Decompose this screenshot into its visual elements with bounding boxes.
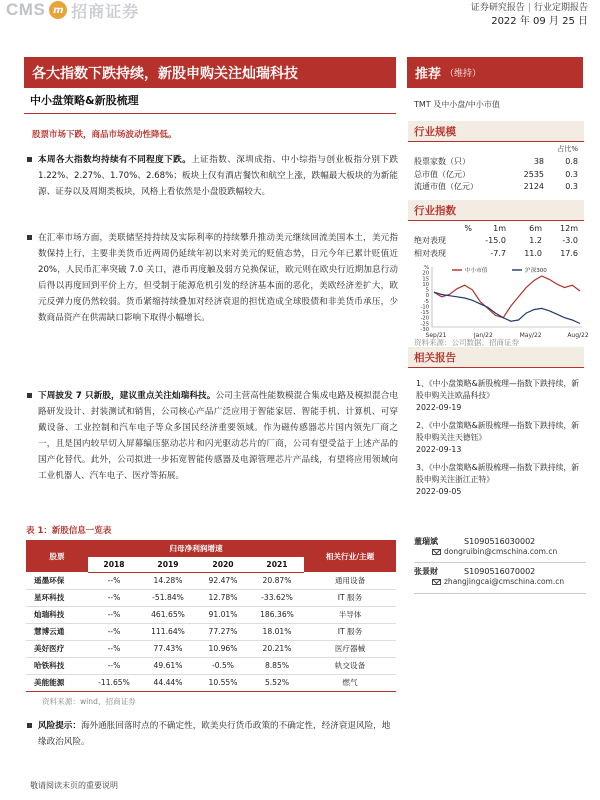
report-date: 2022 年 09 月 25 日: [491, 16, 588, 27]
scale-label: 股票家数（只）: [414, 157, 470, 167]
legend-label: 中小市值: [465, 268, 488, 274]
y-tick-label: %: [424, 265, 429, 271]
index-value: -3.0: [562, 236, 578, 246]
col-industry: 相关行业/主题: [304, 540, 396, 572]
mail-icon: [432, 549, 441, 555]
table-title: 表 1：新股信息一览表: [26, 526, 112, 536]
industry-cell: 轨交设备: [304, 657, 396, 674]
related-report-title: 2、《中小盘策略&新股梳理—指数下跌持续，新股申购关注天德钰》: [416, 421, 580, 442]
growth-cell: 77.43%: [140, 640, 196, 657]
related-report-title: 1、《中小盘策略&新股梳理—指数下跌持续，新股申购关注欧晶科技》: [416, 379, 580, 400]
industry-cell: IT 服务: [304, 589, 396, 606]
stock-name: 美好医疗: [26, 640, 88, 657]
paragraph-1-text: 上证指数、深圳成指、中小综指与创业板指分别下跌 1.22%、2.27%、1.70%、2.68%；板块上仅有酒店餐饮和航空上涨，跌幅最大板块的为新能源、证券以及周期类板块，风格上看依然是小盘股跌幅较大。: [38, 155, 398, 197]
sector-label: TMT 及中小盘/中小市值: [414, 100, 500, 109]
analyst-email[interactable]: dongruibin@cmschina.com.cn: [444, 547, 558, 556]
index-col-header: 12m: [560, 223, 578, 233]
table-source: 资料来源：wind、招商证券: [42, 697, 136, 706]
table-row: [26, 623, 396, 640]
table-row: [414, 181, 578, 194]
growth-cell: -0.5%: [196, 657, 250, 674]
scale-value: 2535: [523, 169, 544, 179]
stock-name: 美能能源: [26, 674, 88, 691]
x-tick-label: Aug/22: [567, 332, 588, 339]
industry-index-table: [414, 222, 578, 260]
scale-share: 0.3: [565, 182, 578, 192]
footer-note: 敬请阅读末页的重要说明: [30, 781, 118, 790]
scale-share: 0.3: [565, 169, 578, 179]
growth-cell: 10.55%: [196, 674, 250, 691]
stock-name: 慧博云通: [26, 623, 88, 640]
table-row: [26, 657, 396, 674]
section-divider: [408, 367, 584, 368]
scale-label: 流通市值（亿元）: [414, 182, 478, 192]
related-report-date: 2022-09-19: [416, 403, 462, 412]
chart-source: 资料来源：公司数据、招商证券: [414, 338, 519, 347]
analyst-name: 董瑞斌: [414, 537, 438, 546]
ipo-table: [26, 540, 396, 692]
series-line-csi300: [434, 292, 580, 323]
page-title: 各大指数下跌持续，新股申购关注灿瑞科技: [24, 57, 396, 88]
paragraph-3-lead: 下周披发 7 只新股，建议重点关注灿瑞科技。: [38, 391, 216, 401]
legend-label: 沪深300: [525, 268, 547, 274]
index-value: -7.7: [490, 248, 506, 258]
col-year: 2020: [196, 557, 250, 572]
related-report-title: 3、《中小盘策略&新股梳理—指数下跌持续，新股申购关注浙江正特》: [416, 463, 580, 484]
col-year: 2021: [250, 557, 304, 572]
share-header: 占比%: [557, 145, 578, 154]
scale-share: 0.8: [565, 157, 578, 167]
analyst-divider: [414, 562, 586, 563]
growth-cell: 92.47%: [196, 572, 250, 589]
paragraph-1-lead: 本周各大指数均持续有不同程度下跌。: [38, 155, 192, 165]
cms-logo: [6, 0, 139, 20]
table-row: [414, 235, 578, 248]
industry-cell: 半导体: [304, 606, 396, 623]
y-tick-label: -15: [420, 310, 429, 317]
y-tick-label: 20: [422, 270, 429, 277]
y-tick-label: 0: [425, 293, 429, 300]
stock-name: 星环科技: [26, 589, 88, 606]
table-row: [26, 640, 396, 657]
paragraph-3-text: 公司主营高性能数模混合集成电路及模拟混合电路研发设计、封装测试和销售，公司核心产品广泛应用于智能家居、智能手机、计算机、可穿戴设备、工业控制和汽车电子等众多国民经济重要领域。作为磁传感器芯片国内领先厂商之一，且是国内较早切入屏幕编压驱动芯片和闪光驱动芯片的厂商，公司有望受益于上述产品的国产化替代。此外，公司拟进一步拓宽智能传感器及电源管理芯片产品线，有望将应用领域向工业机器人、汽车电子、医疗等拓展。: [38, 391, 398, 481]
y-tick-label: -25: [420, 321, 429, 328]
index-chart: [410, 263, 588, 339]
logo-cn: 招商证券: [71, 1, 140, 21]
growth-cell: 18.01%: [250, 623, 304, 640]
growth-cell: 8.85%: [250, 657, 304, 674]
scale-value: 2124: [523, 182, 544, 192]
growth-cell: 186.36%: [250, 606, 304, 623]
scale-label: 总市值（亿元）: [414, 169, 470, 179]
analyst-name: 张景财: [414, 567, 438, 576]
industry-cell: IT 服务: [304, 623, 396, 640]
table-row: [26, 674, 396, 691]
report-type: 证券研究报告 | 行业定期报告: [470, 3, 588, 13]
related-report-date: 2022-09-13: [416, 445, 462, 454]
recommendation-bar: [407, 57, 583, 88]
growth-cell: -11.65%: [88, 674, 140, 691]
x-tick-label: Jan/22: [473, 332, 493, 339]
index-col-header: 6m: [529, 223, 542, 233]
section-divider: [408, 220, 584, 221]
index-label: 绝对表现: [414, 236, 446, 246]
report-series: 证券研究报告: [470, 3, 525, 13]
paragraph-1: [38, 152, 398, 200]
stock-name: 灿瑞科技: [26, 606, 88, 623]
growth-cell: -51.84%: [140, 589, 196, 606]
growth-cell: --%: [88, 606, 140, 623]
related-report-date: 2022-09-05: [416, 487, 462, 496]
analyst-email[interactable]: zhangjingcai@cmschina.com.cn: [444, 577, 565, 586]
recommendation-sub: （维持）: [445, 69, 482, 79]
related-report-3[interactable]: [416, 462, 586, 498]
col-stock: 股票: [26, 540, 88, 572]
logo-en: CMS: [6, 0, 46, 19]
related-report-2[interactable]: [416, 420, 586, 456]
industry-cell: 燃气: [304, 674, 396, 691]
col-year: 2018: [88, 557, 140, 572]
growth-cell: 91.01%: [196, 606, 250, 623]
growth-cell: 111.64%: [140, 623, 196, 640]
growth-cell: --%: [88, 657, 140, 674]
index-col-header: 1m: [493, 223, 506, 233]
growth-cell: 49.61%: [140, 657, 196, 674]
index-value: 11.0: [524, 248, 542, 258]
growth-cell: --%: [88, 589, 140, 606]
index-value: 17.6: [560, 248, 578, 258]
industry-cell: 通用设备: [304, 572, 396, 589]
growth-cell: 12.78%: [196, 589, 250, 606]
page-subtitle: 中小盘策略&新股梳理: [30, 94, 139, 107]
growth-cell: 20.87%: [250, 572, 304, 589]
tagline: 股票市场下跌，商品市场波动性降低。: [32, 130, 177, 140]
growth-cell: --%: [88, 640, 140, 657]
growth-cell: 461.65%: [140, 606, 196, 623]
index-value: -15.0: [485, 236, 506, 246]
y-tick-label: 10: [422, 281, 429, 288]
table-row: [26, 606, 396, 623]
y-tick-label: -30: [420, 327, 429, 333]
analyst-1: [414, 536, 590, 556]
table-row: [26, 589, 396, 606]
growth-cell: -33.62%: [250, 589, 304, 606]
industry-cell: 医疗器械: [304, 640, 396, 657]
growth-cell: --%: [88, 572, 140, 589]
paragraph-2: [38, 230, 398, 326]
scale-value: 38: [533, 157, 544, 167]
col-year: 2019: [140, 557, 196, 572]
x-tick-label: Sep/21: [425, 332, 447, 339]
industry-scale-table: [414, 143, 578, 193]
risk-warning: [38, 718, 396, 750]
report-kind: 行业定期报告: [533, 3, 588, 13]
recommendation-label: 推荐: [415, 67, 442, 82]
analyst-id: S1090516070002: [464, 567, 536, 576]
y-tick-label: -5: [423, 298, 429, 305]
index-label: 相对表现: [414, 248, 446, 258]
index-value: 1.2: [529, 236, 542, 246]
table-row: [414, 168, 578, 181]
table-row: [26, 572, 396, 589]
paragraph-2-text: 在汇率市场方面，美联储坚持持续及实际利率的持续攀升推动美元继续回流美国本土，美元指数保持上行，主要非美货币近两周仍延续年初以来对美元的贬值态势，日元今年已累计贬值近 20%，人民币汇率突破 7.0 关口，港币再度触及弱方兑换保证，欧元则在欧央行近期加息行动后得以再度回到平价上方，但受制于能源危机引发的经济基本面的恶化，美欧经济差扩大，欧元反弹力度仍然较弱。货币紧缩持续叠加对经济衰退的担忧造成全球股债和非美货币承压，少数商品资产在供需缺口影响下取得小幅增长。: [38, 233, 398, 323]
y-tick-label: -10: [420, 304, 429, 311]
table-row: [414, 247, 578, 260]
stock-name: 遥墨环保: [26, 572, 88, 589]
table-row: [414, 222, 578, 235]
section-industry-index: 行业指数: [408, 200, 584, 220]
risk-text: 海外通胀回落时点的不确定性，欧美央行货币政策的不确定性，经济衰退风险，地缘政治风险。: [38, 721, 391, 747]
analyst-id: S1090516030002: [464, 537, 536, 546]
growth-cell: 20.21%: [250, 640, 304, 657]
logo-badge-icon: m: [49, 1, 67, 19]
y-tick-label: 15: [422, 276, 429, 283]
stock-name: 哈铁科技: [26, 657, 88, 674]
risk-lead: 风险提示：: [38, 721, 81, 731]
analyst-2: [414, 566, 590, 586]
paragraph-3: [38, 388, 398, 484]
growth-cell: 77.27%: [196, 623, 250, 640]
mail-icon: [432, 579, 441, 585]
index-col-header: %: [464, 223, 472, 233]
section-divider: [408, 141, 584, 142]
analyst-divider: [414, 593, 586, 594]
index-chart-svg: [410, 263, 588, 339]
growth-cell: 44.44%: [140, 674, 196, 691]
related-report-1[interactable]: [416, 378, 586, 414]
y-tick-label: 5: [425, 287, 429, 294]
table-row: [414, 156, 578, 169]
subtitle-divider: [24, 113, 396, 114]
col-growth: 归母净利润增速: [88, 540, 304, 557]
growth-cell: --%: [88, 623, 140, 640]
section-industry-scale: 行业规模: [408, 121, 584, 141]
section-related-reports: 相关报告: [408, 347, 584, 367]
growth-cell: 10.96%: [196, 640, 250, 657]
y-tick-label: -20: [420, 315, 429, 322]
growth-cell: 14.28%: [140, 572, 196, 589]
growth-cell: 5.52%: [250, 674, 304, 691]
x-tick-label: May/22: [519, 332, 542, 339]
